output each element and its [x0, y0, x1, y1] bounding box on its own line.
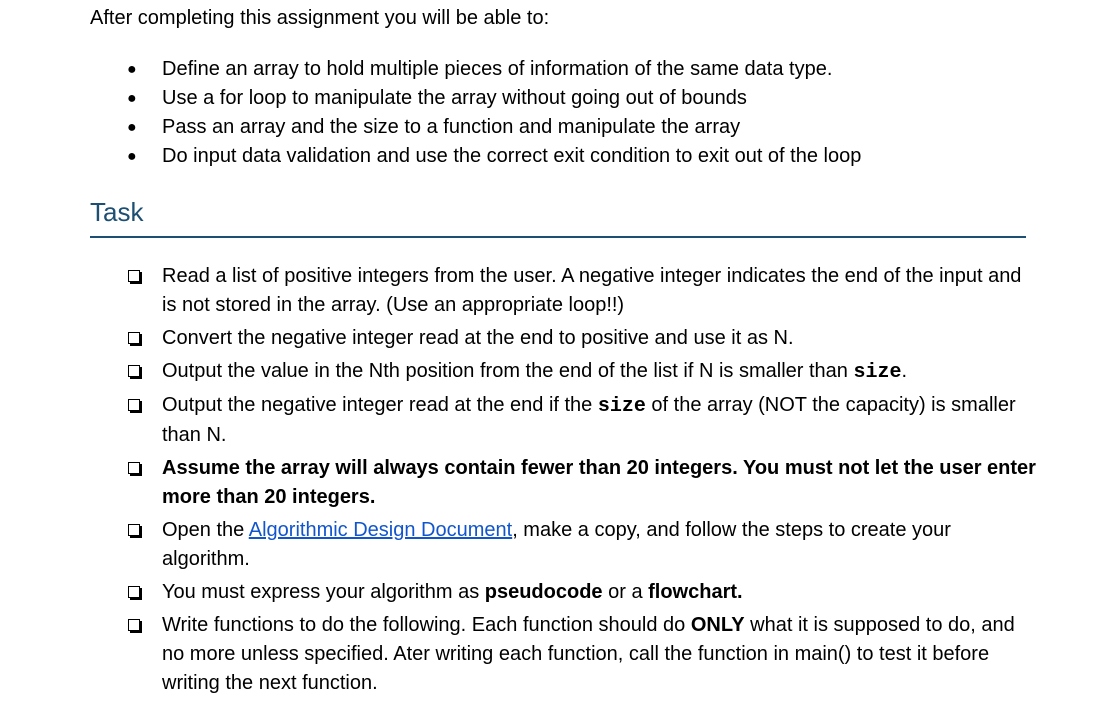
- task-item: [0, 391, 1107, 450]
- checkbox-icon: [128, 270, 140, 282]
- objective-text: Pass an array and the size to a function and manipulate the array: [162, 116, 741, 138]
- task-text: Open the: [162, 519, 249, 541]
- task-text: what it is supposed to do, and no more unless specified. Ater writing each function, call the function in main() to test it before writing the next function.: [162, 614, 1015, 694]
- task-item: [0, 357, 1107, 387]
- algorithmic-design-document-link[interactable]: Algorithmic Design Document: [248, 519, 513, 541]
- objective-item: [0, 55, 1107, 84]
- section-title: Task: [90, 197, 144, 227]
- checkbox-icon: [128, 524, 140, 536]
- bullet-icon: ●: [127, 119, 137, 136]
- task-text: or a: [602, 581, 649, 603]
- flowchart-text: flowchart.: [648, 581, 743, 603]
- bullet-icon: ●: [127, 148, 137, 165]
- task-text: Write functions to do the following. Each function should do: [162, 614, 691, 636]
- checkbox-icon: [128, 619, 140, 631]
- task-text: Output the negative integer read at the end if the: [162, 394, 598, 416]
- task-list: [0, 262, 1107, 702]
- task-text: Convert the negative integer read at the end to positive and use it as N.: [162, 327, 794, 349]
- objective-item: [0, 142, 1107, 171]
- section-divider: [90, 236, 1026, 238]
- objective-text: Use a for loop to manipulate the array without going out of bounds: [162, 87, 747, 109]
- intro-text: After completing this assignment you will be able to:: [90, 7, 550, 29]
- objective-text: Do input data validation and use the correct exit condition to exit out of the loop: [162, 145, 862, 167]
- task-item: [0, 454, 1107, 512]
- task-text: Read a list of positive integers from the user. A negative integer indicates the end of the input and is not stored in the array. (Use an appropriate loop!!): [162, 265, 1022, 316]
- task-text-bold: Assume the array will always contain fewer than 20 integers. You must not let the user enter more than 20 integers.: [162, 457, 1036, 508]
- checkbox-icon: [128, 586, 140, 598]
- objectives-list: [0, 55, 1107, 171]
- task-text: You must express your algorithm as: [162, 581, 485, 603]
- objective-item: [0, 84, 1107, 113]
- task-item: [0, 578, 1107, 607]
- checkbox-icon: [128, 399, 140, 411]
- task-text: Output the value in the Nth position from the end of the list if N is smaller than: [162, 360, 854, 382]
- objective-item: [0, 113, 1107, 142]
- task-text: of the array (NOT the capacity) is smaller than N.: [162, 394, 1016, 446]
- code-size: size: [853, 361, 902, 384]
- task-item: [0, 516, 1107, 574]
- bullet-icon: ●: [127, 61, 137, 78]
- task-item: [0, 611, 1107, 698]
- task-text: .: [901, 360, 908, 382]
- task-text: , make a copy, and follow the steps to create your algorithm.: [162, 519, 951, 570]
- checkbox-icon: [128, 365, 140, 377]
- bullet-icon: ●: [127, 90, 137, 107]
- code-size: size: [597, 395, 646, 418]
- objective-text: Define an array to hold multiple pieces of information of the same data type.: [162, 58, 833, 80]
- checkbox-icon: [128, 332, 140, 344]
- pseudocode-text: pseudocode: [484, 581, 603, 603]
- checkbox-icon: [128, 462, 140, 474]
- only-text: ONLY: [690, 614, 745, 636]
- task-item: [0, 324, 1107, 353]
- task-item: [0, 262, 1107, 320]
